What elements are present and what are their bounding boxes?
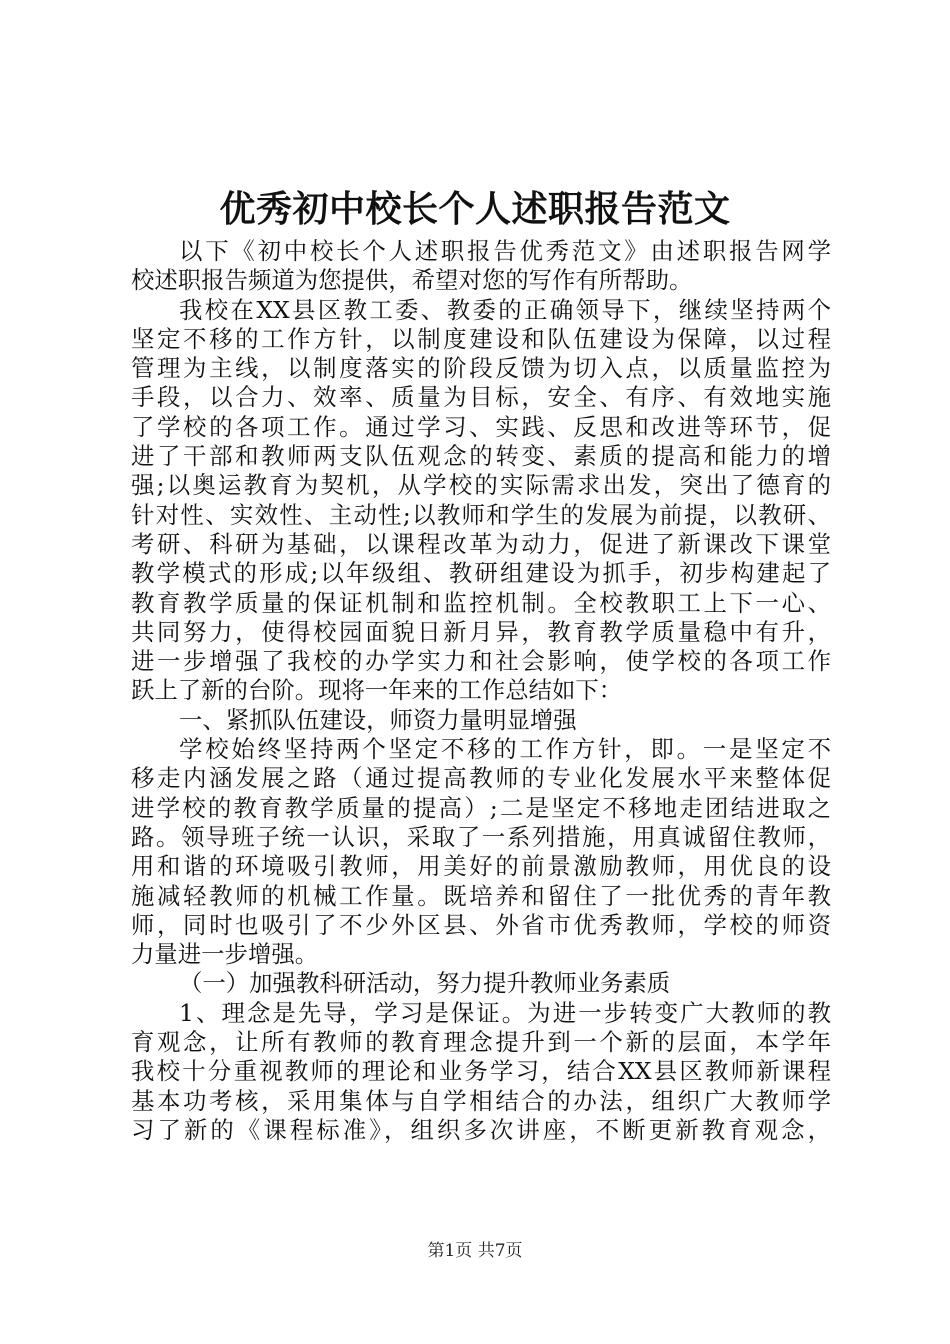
body-text-line: 考研、科研为基础，以课程改革为动力，促进了新课改下课堂 [131,529,831,558]
body-text-line: 校述职报告频道为您提供，希望对您的写作有所帮助。 [131,266,693,295]
body-text-line: 管理为主线，以制度落实的阶段反馈为切入点，以质量监控为 [131,354,831,383]
body-text-line: 手段，以合力、效率、质量为目标，安全、有序、有效地实施 [131,383,831,412]
body-text-line: 学校始终坚持两个坚定不移的工作方针，即。一是坚定不 [179,735,831,764]
body-text-line: 习了新的《课程标准》，组织多次讲座，不断更新教育观念， [131,1115,831,1144]
document-body [131,237,831,1145]
body-text-line: 教育教学质量的保证机制和监控机制。全校教职工上下一心、 [131,588,831,617]
body-text-line: 我校在XX县区教工委、教委的正确领导下，继续坚持两个 [179,295,831,324]
body-text-line: 一、紧抓队伍建设，师资力量明显增强 [179,705,577,734]
body-text-line: 进学校的教育教学质量的提高）;二是坚定不移地走团结进取之 [131,793,831,822]
body-text-line: 我校十分重视教师的理论和业务学习，结合XX县区教师新课程 [131,1057,831,1086]
body-text-line: 以下《初中校长个人述职报告优秀范文》由述职报告网学 [179,237,831,265]
body-text-line: 育观念，让所有教师的教育理念提升到一个新的层面，本学年 [131,1028,831,1057]
body-text-line: （一）加强教科研活动，努力提升教师业务素质 [179,969,671,998]
body-text-line: 进一步增强了我校的办学实力和社会影响，使学校的各项工作 [131,647,831,676]
body-text-line: 了学校的各项工作。通过学习、实践、反思和改进等环节，促 [131,412,831,441]
body-text-line: 施减轻教师的机械工作量。既培养和留住了一批优秀的青年教 [131,881,831,910]
body-text-line: 教学模式的形成;以年级组、教研组建设为抓手，初步构建起了 [131,559,831,588]
body-text-line: 路。领导班子统一认识，采取了一系列措施，用真诚留住教师， [131,822,831,851]
body-text-line: 移走内涵发展之路（通过提高教师的专业化发展水平来整体促 [131,764,831,793]
body-text-line: 跃上了新的台阶。现将一年来的工作总结如下： [131,676,623,705]
document-title: 优秀初中校长个人述职报告范文 [219,188,731,230]
body-text-line: 师，同时也吸引了不少外区县、外省市优秀教师，学校的师资 [131,910,831,939]
body-text-line: 用和谐的环境吸引教师，用美好的前景激励教师，用优良的设 [131,852,831,881]
body-text-line: 坚定不移的工作方针，以制度建设和队伍建设为保障，以过程 [131,324,831,353]
body-text-line: 进了干部和教师两支队伍观念的转变、素质的提高和能力的增 [131,442,831,471]
body-text-line: 力量进一步增强。 [131,940,319,969]
body-text-line: 1、理念是先导，学习是保证。为进一步转变广大教师的教 [179,998,831,1027]
body-text-line: 共同努力，使得校园面貌日新月异，教育教学质量稳中有升， [131,617,831,646]
page-footer: 第1页 共7页 [427,1241,523,1261]
body-text-line: 针对性、实效性、主动性;以教师和学生的发展为前提，以教研、 [131,500,831,529]
body-text-line: 基本功考核，采用集体与自学相结合的办法，组织广大教师学 [131,1086,831,1115]
body-text-line: 强;以奥运教育为契机，从学校的实际需求出发，突出了德育的 [131,471,831,500]
